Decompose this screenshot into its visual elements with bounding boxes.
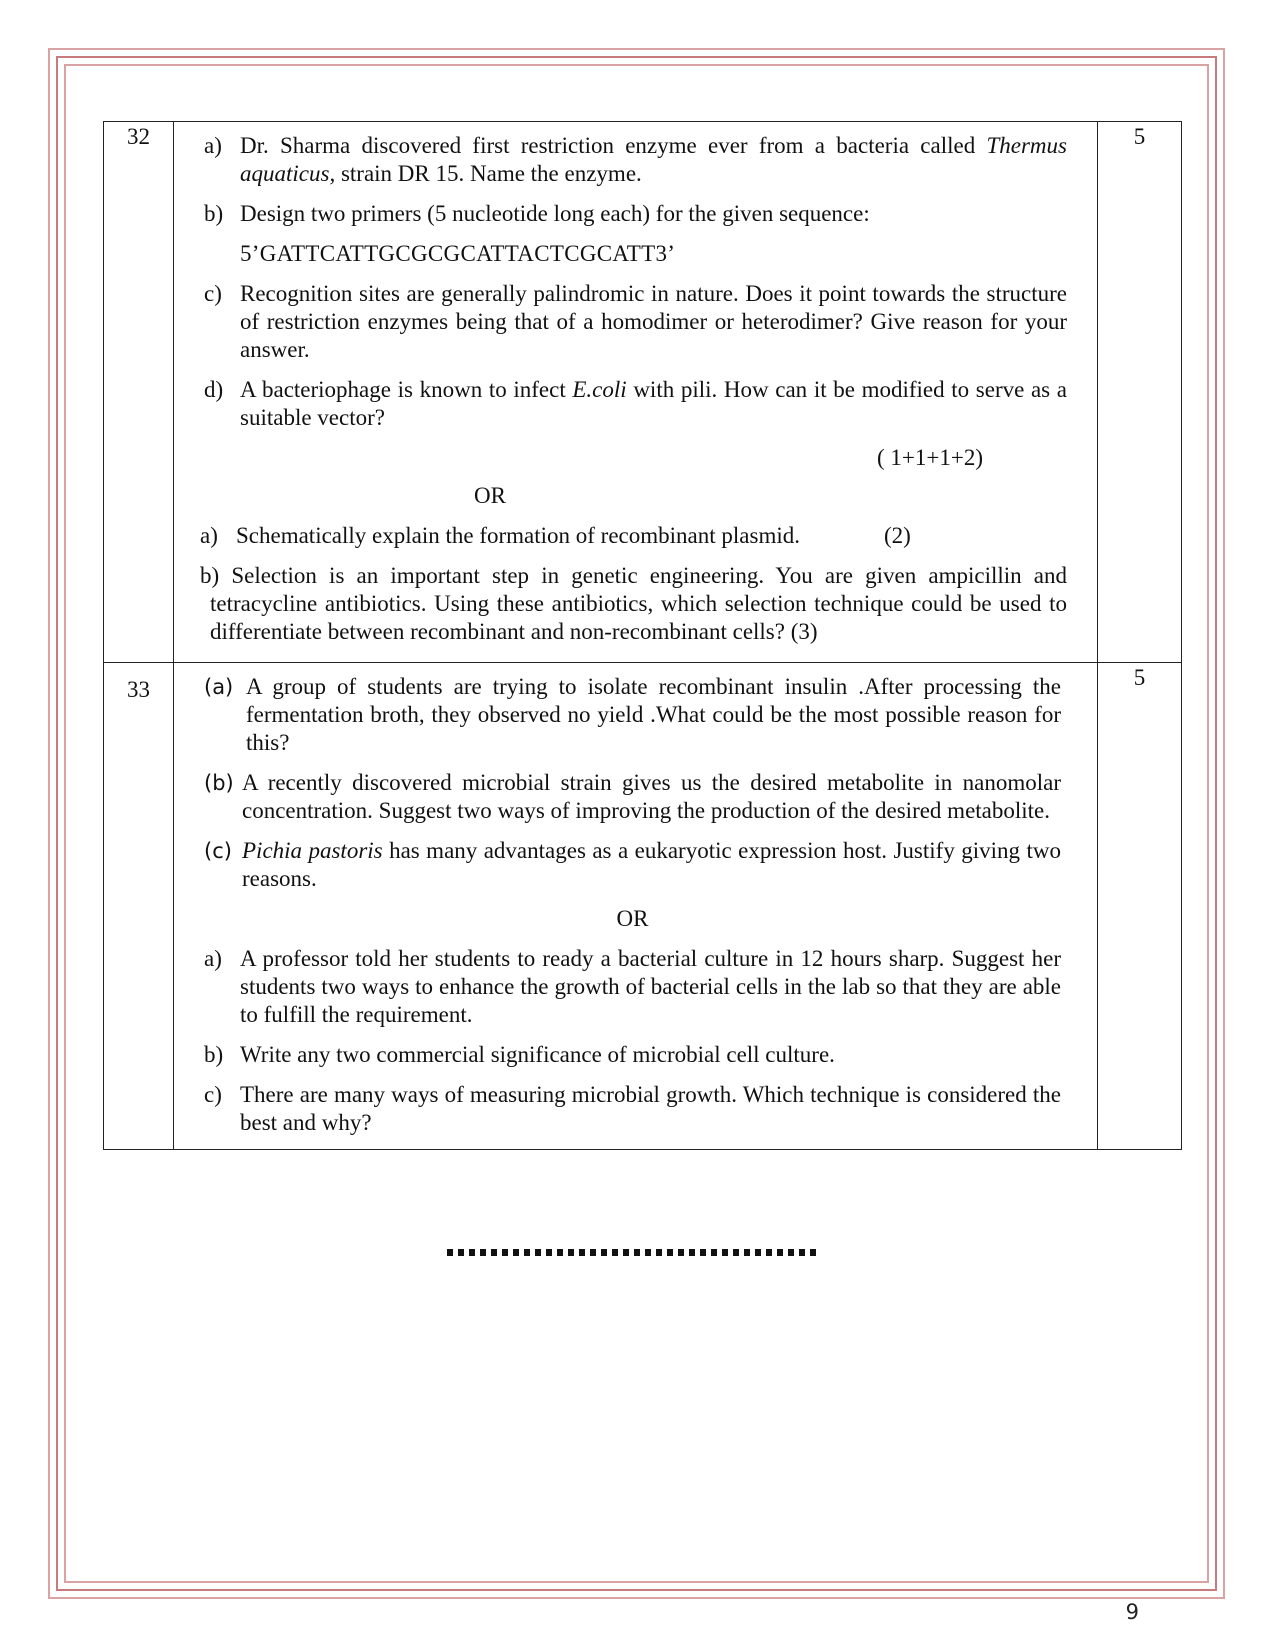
question-part: [204, 132, 1067, 188]
part-text: A bacteriophage is known to infect E.coli with pili. How can it be modified to serve as a suitable vector?: [240, 377, 1067, 430]
part-text: Write any two commercial significance of microbial cell culture.: [240, 1042, 835, 1067]
part-text: Schematically explain the formation of recombinant plasmid.: [236, 523, 800, 548]
part-text: There are many ways of measuring microbial growth. Which technique is considered the best and why?: [240, 1082, 1061, 1135]
dna-sequence: 5’GATTCATTGCGCGCATTACTCGCATT3’: [240, 241, 676, 266]
part-text: A professor told her students to ready a bacterial culture in 12 hours sharp. Suggest her students two ways to enhance the growth of bacterial cells in the lab so that they are able to fulfill the requirement.: [240, 946, 1061, 1027]
alt-question-part: [204, 945, 1061, 1029]
marks-distribution: ( 1+1+1+2): [877, 445, 983, 470]
part-text: A recently discovered microbial strain gives us the desired metabolite in nanomolar concentration. Suggest two ways of improving the production of the desired metabolite.: [242, 770, 1061, 823]
part-label: b): [204, 201, 224, 226]
question-part: [204, 280, 1067, 364]
part-label: (c): [204, 839, 232, 863]
or-separator: OR: [474, 483, 506, 508]
question-part: [204, 376, 1067, 432]
question-number: 33: [104, 663, 174, 1150]
part-text: Design two primers (5 nucleotide long each) for the given sequence:: [240, 201, 870, 226]
alt-question-part: [204, 1041, 1061, 1069]
part-text: Recognition sites are generally palindromic in nature. Does it point towards the structure of restriction enzymes being that of a homodimer or heterodimer? Give reason for your answer.: [240, 281, 1067, 362]
question-table: [103, 121, 1182, 1150]
part-text: Dr. Sharma discovered first restriction enzyme ever from a bacteria called Thermus aquaticus, strain DR 15. Name the enzyme.: [240, 133, 1067, 186]
part-text: Pichia pastoris has many advantages as a eukaryotic expression host. Justify giving two reasons.: [242, 838, 1061, 891]
part-marks: (2): [883, 523, 911, 548]
part-label: b): [204, 1042, 224, 1067]
page-number: 9: [1125, 1600, 1139, 1624]
part-label: a): [204, 946, 222, 971]
question-row-32: [104, 122, 1182, 663]
question-marks: 5: [1098, 663, 1182, 1150]
question-part: [204, 837, 1061, 893]
question-number: 32: [104, 122, 174, 663]
question-marks: 5: [1098, 122, 1182, 663]
alt-question-part: [204, 1081, 1061, 1137]
or-separator: OR: [616, 906, 649, 931]
question-part: [204, 200, 1067, 228]
question-body: [174, 122, 1098, 663]
part-label: d): [204, 377, 224, 402]
part-label: c): [204, 1082, 222, 1107]
part-label: (b): [204, 771, 234, 795]
question-row-33: [104, 663, 1182, 1150]
part-label: (a): [204, 675, 234, 699]
end-of-paper-divider: [447, 1243, 827, 1251]
part-label: c): [204, 281, 222, 306]
question-part: [204, 769, 1061, 825]
part-text: A group of students are trying to isolate recombinant insulin .After processing the fermentation broth, they observed no yield .What could be the most possible reason for this?: [246, 674, 1061, 755]
alt-question-part: [200, 522, 1067, 550]
question-body: [174, 663, 1098, 1150]
part-label: a): [204, 133, 222, 158]
question-part: [204, 673, 1061, 757]
part-label: a): [200, 523, 218, 548]
alt-question-part: b) Selection is an important step in genetic engineering. You are given ampicillin and tetracycline antibiotics. Using these antibiotics, which selection technique could be used to differentiate between recombinant and non-recombinant cells? (3): [200, 563, 1067, 644]
